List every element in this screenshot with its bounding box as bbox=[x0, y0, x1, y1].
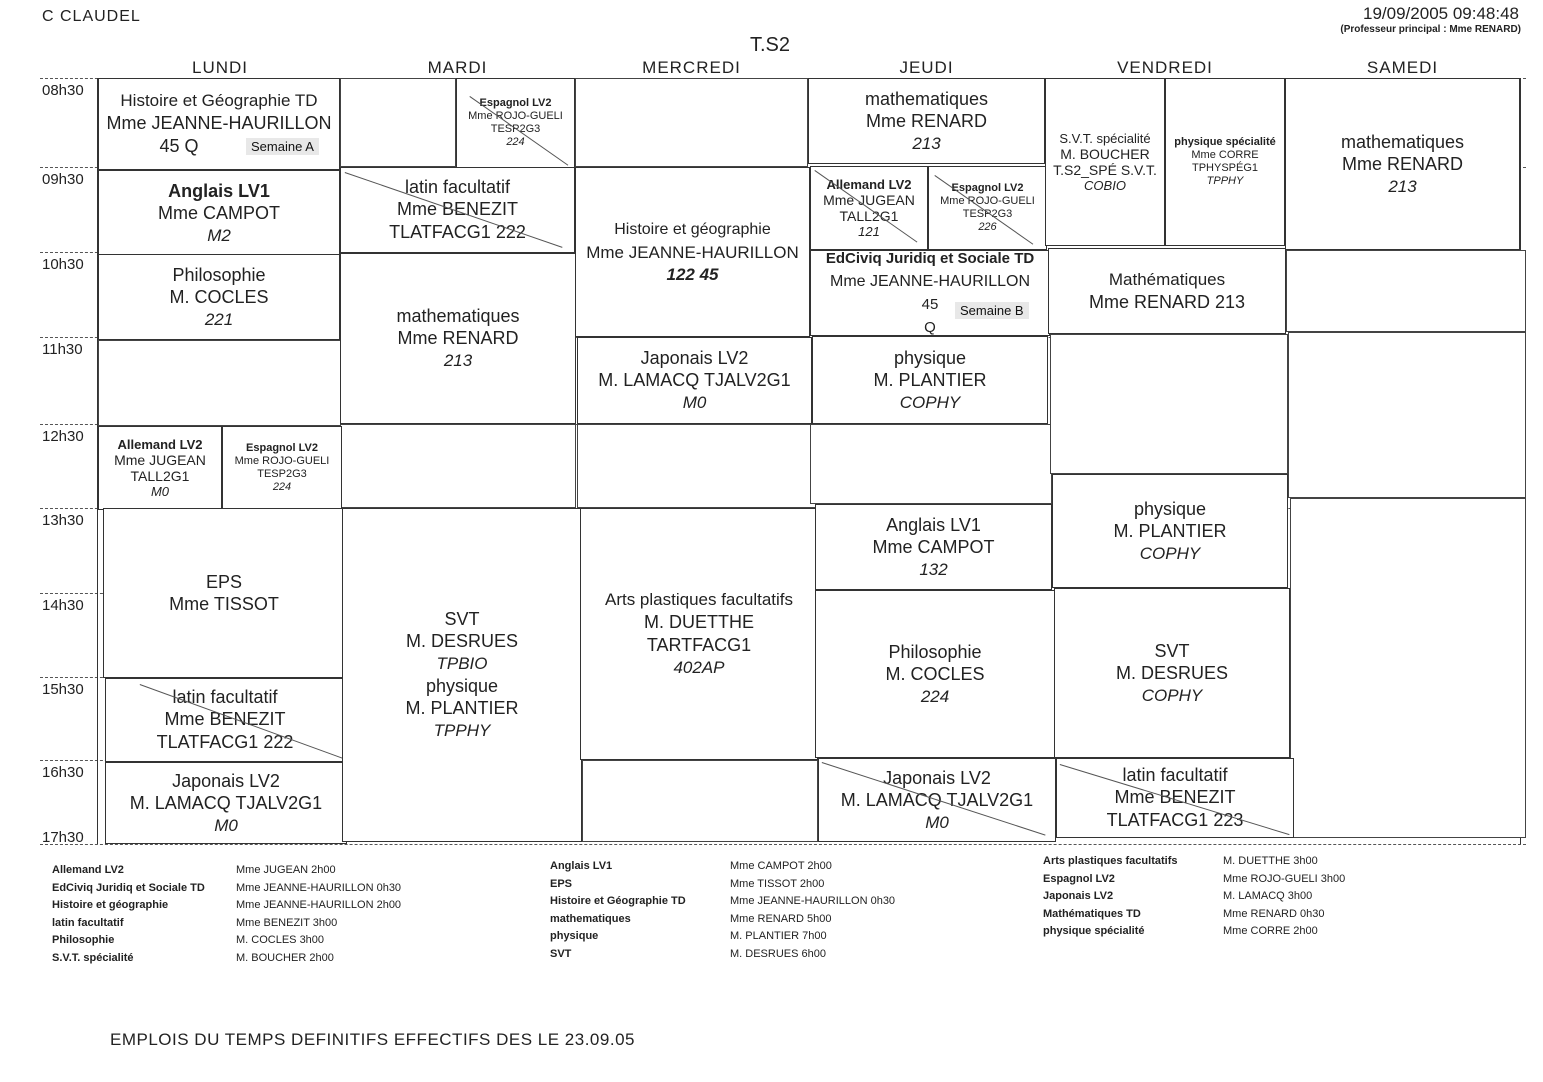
course-cell[interactable] bbox=[1052, 474, 1288, 588]
course-room: 224 bbox=[920, 686, 950, 706]
time-label: 10h30 bbox=[42, 256, 84, 273]
legend-subject: Mathématiques TD bbox=[1043, 907, 1141, 920]
legend-teacher: Mme JEANNE-HAURILLON 2h00 bbox=[236, 899, 402, 911]
empty-slot bbox=[575, 78, 808, 167]
course-subject: Mathématiques bbox=[1108, 269, 1226, 289]
course-room: M0 bbox=[214, 815, 238, 835]
timestamp: 19/09/2005 09:48:48 bbox=[1363, 4, 1519, 23]
course-room: 224 bbox=[506, 136, 525, 148]
course-subject: Histoire et géographie bbox=[614, 220, 771, 238]
course-cell[interactable] bbox=[577, 337, 812, 424]
course-cell[interactable] bbox=[340, 253, 576, 424]
course-room: 226 bbox=[978, 221, 997, 233]
legend-teacher: Mme BENEZIT 3h00 bbox=[236, 916, 338, 929]
course-subject: Philosophie bbox=[172, 264, 266, 285]
course-cell[interactable] bbox=[222, 426, 342, 510]
legend-subject: Histoire et Géographie TD bbox=[550, 895, 686, 907]
course-teacher: M. PLANTIER bbox=[1113, 520, 1227, 541]
legend-subject: SVT bbox=[550, 947, 572, 960]
course-cell[interactable] bbox=[1165, 78, 1285, 246]
course-subject: Anglais LV1 bbox=[886, 514, 981, 535]
course-cell[interactable] bbox=[575, 167, 810, 337]
course-room: TESP2G3 bbox=[962, 208, 1013, 220]
time-label: 16h30 bbox=[42, 764, 84, 781]
legend-teacher: M. DUETTHE 3h00 bbox=[1223, 855, 1318, 867]
course-room: COPHY bbox=[1139, 543, 1201, 563]
course-cell[interactable] bbox=[105, 678, 345, 762]
time-label: 12h30 bbox=[42, 428, 84, 445]
course-room: TPBIO bbox=[436, 654, 488, 673]
course-teacher: Mme ROJO-GUELI bbox=[940, 195, 1035, 207]
course-room: 402AP bbox=[673, 658, 725, 677]
legend-teacher: M. LAMACQ 3h00 bbox=[1223, 890, 1313, 902]
day-header-tuesday: MARDI bbox=[427, 58, 488, 77]
course-cell[interactable] bbox=[1045, 78, 1165, 246]
course-teacher: Mme CORRE bbox=[1191, 149, 1259, 161]
course-teacher: Mme ROJO-GUELI bbox=[468, 110, 563, 122]
course-teacher: M. LAMACQ TJALV2G1 bbox=[840, 789, 1034, 810]
course-subject: Anglais LV1 bbox=[168, 180, 270, 201]
course-room: COBIO bbox=[1084, 178, 1126, 193]
course-subject: Espagnol LV2 bbox=[246, 442, 318, 454]
legend-teacher: Mme RENARD 5h00 bbox=[730, 912, 832, 925]
course-room: TESP2G3 bbox=[257, 468, 307, 480]
course-teacher: M. COCLES bbox=[885, 663, 985, 684]
course-cell[interactable] bbox=[812, 336, 1048, 424]
course-room: T.S2_SPÉ S.V.T. bbox=[1053, 162, 1157, 178]
week-b-badge: Semaine B bbox=[955, 302, 1029, 319]
course-room: TPHYSPÉG1 bbox=[1191, 162, 1259, 174]
legend-teacher: Mme TISSOT 2h00 bbox=[730, 877, 825, 890]
course-teacher: Mme BENEZIT bbox=[396, 199, 518, 219]
course-teacher: Mme JEANNE-HAURILLON bbox=[829, 272, 1031, 290]
course-cell[interactable] bbox=[1054, 588, 1290, 758]
legend-subject: Espagnol LV2 bbox=[1043, 872, 1115, 885]
legend-subject: EPS bbox=[550, 877, 573, 890]
legend-subject: Histoire et géographie bbox=[52, 899, 169, 911]
empty-slot bbox=[577, 424, 817, 508]
course-teacher: Mme JUGEAN bbox=[823, 192, 915, 208]
day-header-monday: LUNDI bbox=[191, 58, 248, 77]
legend-column-1 bbox=[52, 862, 401, 967]
course-teacher: Mme RENARD bbox=[397, 328, 519, 348]
course-teacher: Mme JUGEAN bbox=[114, 452, 206, 468]
course-cell[interactable] bbox=[580, 508, 818, 760]
legend-column-2 bbox=[550, 858, 895, 963]
course-room: M0 bbox=[682, 393, 707, 412]
legend-subject: Anglais LV1 bbox=[550, 860, 613, 872]
course-subject: mathematiques bbox=[1340, 131, 1465, 152]
course-cell[interactable] bbox=[808, 78, 1045, 164]
day-header-saturday: SAMEDI bbox=[1366, 58, 1439, 77]
course-subject: Philosophie bbox=[888, 641, 982, 662]
course-cell[interactable] bbox=[98, 78, 340, 170]
course-room: COPHY bbox=[1141, 685, 1203, 705]
week-a-badge: Semaine A bbox=[246, 138, 319, 155]
legend-subject: Arts plastiques facultatifs bbox=[1043, 855, 1178, 867]
time-label: 15h30 bbox=[42, 681, 84, 698]
course-cell[interactable] bbox=[928, 166, 1047, 250]
course-room: TESP2G3 bbox=[490, 123, 541, 135]
legend-subject: S.V.T. spécialité bbox=[52, 951, 134, 964]
course-teacher: Mme TISSOT bbox=[169, 593, 279, 614]
course-cell[interactable] bbox=[1285, 78, 1520, 250]
course-room: 122 45 bbox=[666, 264, 719, 284]
course-cell[interactable] bbox=[98, 426, 222, 510]
course-room: 45 bbox=[921, 295, 939, 313]
course-subject: Arts plastiques facultatifs bbox=[604, 590, 794, 609]
empty-slot bbox=[1050, 334, 1288, 474]
legend-teacher: Mme JUGEAN 2h00 bbox=[236, 864, 336, 876]
class-title: T.S2 bbox=[750, 34, 791, 56]
course-cell[interactable] bbox=[342, 508, 582, 842]
principal-teacher: (Professeur principal : Mme RENARD) bbox=[1340, 24, 1521, 35]
course-subject: latin facultatif bbox=[404, 177, 511, 197]
legend-subject: mathematiques bbox=[550, 912, 631, 925]
time-label: 13h30 bbox=[42, 512, 84, 529]
legend-column-3 bbox=[1043, 853, 1345, 941]
course-room: 213 bbox=[912, 133, 941, 153]
course-teacher: Mme RENARD bbox=[865, 110, 987, 131]
course-room: 213 bbox=[443, 351, 473, 370]
course-teacher: M. PLANTIER bbox=[405, 698, 519, 718]
course-room: TLATFACG1 222 bbox=[389, 222, 526, 242]
course-subject: latin facultatif bbox=[1122, 765, 1228, 785]
course-room: TALL2G1 bbox=[130, 468, 190, 484]
course-subject: physique bbox=[893, 347, 967, 368]
legend-teacher: Mme RENARD 0h30 bbox=[1223, 907, 1325, 920]
course-cell[interactable] bbox=[815, 590, 1055, 758]
course-room: M2 bbox=[207, 225, 231, 245]
course-teacher: M. DUETTHE bbox=[644, 612, 754, 632]
legend-teacher: Mme ROJO-GUELI 3h00 bbox=[1223, 872, 1346, 885]
time-label: 08h30 bbox=[42, 82, 84, 99]
day-header-wednesday: MERCREDI bbox=[642, 58, 741, 77]
course-subject: SVT bbox=[444, 609, 480, 629]
course-room: 221 bbox=[204, 309, 234, 329]
course-cell[interactable] bbox=[105, 762, 347, 844]
course-cell[interactable] bbox=[98, 170, 340, 256]
course-room: TALL2G1 bbox=[839, 208, 899, 224]
course-room: 132 bbox=[919, 559, 948, 579]
course-subject: physique bbox=[425, 676, 499, 696]
course-subject: Espagnol LV2 bbox=[479, 97, 552, 109]
legend-teacher: Mme JEANNE-HAURILLON 0h30 bbox=[236, 881, 402, 894]
course-cell[interactable] bbox=[1048, 248, 1286, 334]
legend-subject: Japonais LV2 bbox=[1043, 890, 1114, 902]
course-cell[interactable] bbox=[103, 508, 345, 678]
course-room: Q bbox=[924, 318, 936, 336]
time-label: 11h30 bbox=[42, 341, 83, 358]
legend-subject: Allemand LV2 bbox=[52, 864, 124, 876]
time-label: 14h30 bbox=[42, 597, 84, 614]
empty-slot bbox=[810, 424, 1052, 504]
course-subject: Espagnol LV2 bbox=[951, 182, 1024, 194]
empty-slot bbox=[1290, 498, 1526, 838]
empty-slot bbox=[1288, 332, 1526, 498]
course-teacher: M. LAMACQ TJALV2G1 bbox=[129, 792, 323, 813]
course-room: TPPHY bbox=[1206, 175, 1244, 187]
course-room: TPPHY bbox=[433, 721, 491, 740]
day-header-thursday: JEUDI bbox=[899, 58, 954, 77]
empty-slot bbox=[582, 760, 818, 842]
empty-slot bbox=[340, 78, 456, 167]
legend-teacher: Mme CAMPOT 2h00 bbox=[730, 860, 832, 872]
course-teacher: M. DESRUES bbox=[405, 631, 519, 651]
course-teacher: Mme BENEZIT bbox=[164, 709, 286, 729]
course-subject: EPS bbox=[205, 571, 243, 592]
course-teacher: Mme BENEZIT bbox=[1114, 787, 1236, 807]
legend-teacher: M. DESRUES 6h00 bbox=[730, 947, 826, 960]
legend-teacher: M. BOUCHER 2h00 bbox=[236, 951, 334, 964]
course-subject: Japonais LV2 bbox=[640, 348, 749, 368]
legend-teacher: M. COCLES 3h00 bbox=[236, 934, 325, 946]
course-subject: Allemand LV2 bbox=[117, 437, 203, 452]
day-header-friday: VENDREDI bbox=[1117, 58, 1213, 77]
legend-subject: physique bbox=[550, 930, 599, 942]
course-subject: Allemand LV2 bbox=[826, 177, 912, 192]
course-room: 121 bbox=[858, 224, 880, 239]
course-teacher: Mme RENARD 213 bbox=[1088, 291, 1246, 312]
course-teacher: Mme CAMPOT bbox=[872, 536, 995, 557]
course-subject: physique spécialité bbox=[1174, 136, 1276, 148]
course-teacher: Mme JEANNE-HAURILLON bbox=[106, 113, 332, 133]
course-subject: Japonais LV2 bbox=[172, 770, 280, 791]
course-room: TLATFACG1 222 bbox=[156, 732, 294, 752]
course-cell[interactable] bbox=[810, 250, 1050, 336]
course-cell[interactable] bbox=[1056, 758, 1294, 838]
course-teacher: Mme ROJO-GUELI bbox=[234, 455, 330, 467]
course-room: 45 Q bbox=[159, 136, 199, 156]
course-teacher: M. PLANTIER bbox=[873, 369, 987, 390]
time-label: 17h30 bbox=[42, 829, 84, 846]
course-subject: mathematiques bbox=[396, 306, 520, 326]
course-subject: EdCiviq Juridiq et Sociale TD bbox=[825, 249, 1035, 267]
course-room: M0 bbox=[925, 812, 949, 832]
course-room: TLATFACG1 223 bbox=[1106, 810, 1244, 830]
legend-subject: latin facultatif bbox=[52, 916, 124, 929]
course-room: COPHY bbox=[899, 392, 961, 412]
course-cell[interactable] bbox=[98, 254, 340, 340]
empty-slot bbox=[340, 424, 576, 508]
course-room: 224 bbox=[272, 481, 292, 493]
course-room: M0 bbox=[150, 484, 170, 499]
footer-note: EMPLOIS DU TEMPS DEFINITIFS EFFECTIFS DES LE 23.09.05 bbox=[110, 1030, 635, 1049]
legend-subject: physique spécialité bbox=[1043, 925, 1145, 937]
course-room: TARTFACG1 bbox=[646, 635, 752, 655]
course-teacher: Mme RENARD bbox=[1341, 153, 1463, 174]
course-subject: Japonais LV2 bbox=[883, 767, 991, 788]
course-cell[interactable] bbox=[815, 504, 1052, 590]
course-subject: Histoire et Géographie TD bbox=[120, 91, 318, 110]
course-subject: S.V.T. spécialité bbox=[1059, 131, 1151, 146]
course-room: 213 bbox=[1388, 176, 1417, 196]
course-teacher: Mme JEANNE-HAURILLON bbox=[586, 242, 799, 262]
legend-subject: Philosophie bbox=[52, 934, 115, 946]
time-label: 09h30 bbox=[42, 171, 84, 188]
grid-line bbox=[40, 844, 1526, 845]
course-subject: SVT bbox=[1154, 640, 1190, 661]
course-teacher: M. COCLES bbox=[169, 286, 269, 307]
legend-subject: EdCiviq Juridiq et Sociale TD bbox=[52, 881, 205, 894]
course-teacher: M. DESRUES bbox=[1115, 662, 1229, 683]
empty-slot bbox=[1286, 250, 1526, 332]
teacher-name: C CLAUDEL bbox=[42, 8, 141, 25]
course-teacher: Mme CAMPOT bbox=[157, 202, 280, 223]
course-subject: physique bbox=[1133, 498, 1207, 519]
empty-slot bbox=[98, 340, 342, 426]
course-cell[interactable] bbox=[456, 78, 575, 168]
legend-teacher: Mme CORRE 2h00 bbox=[1223, 925, 1318, 937]
course-subject: latin facultatif bbox=[172, 687, 278, 707]
course-subject: mathematiques bbox=[864, 88, 989, 109]
course-teacher: M. LAMACQ TJALV2G1 bbox=[598, 370, 791, 390]
legend-teacher: M. PLANTIER 7h00 bbox=[730, 930, 827, 942]
legend-teacher: Mme JEANNE-HAURILLON 0h30 bbox=[730, 895, 896, 907]
course-teacher: M. BOUCHER bbox=[1060, 146, 1150, 162]
